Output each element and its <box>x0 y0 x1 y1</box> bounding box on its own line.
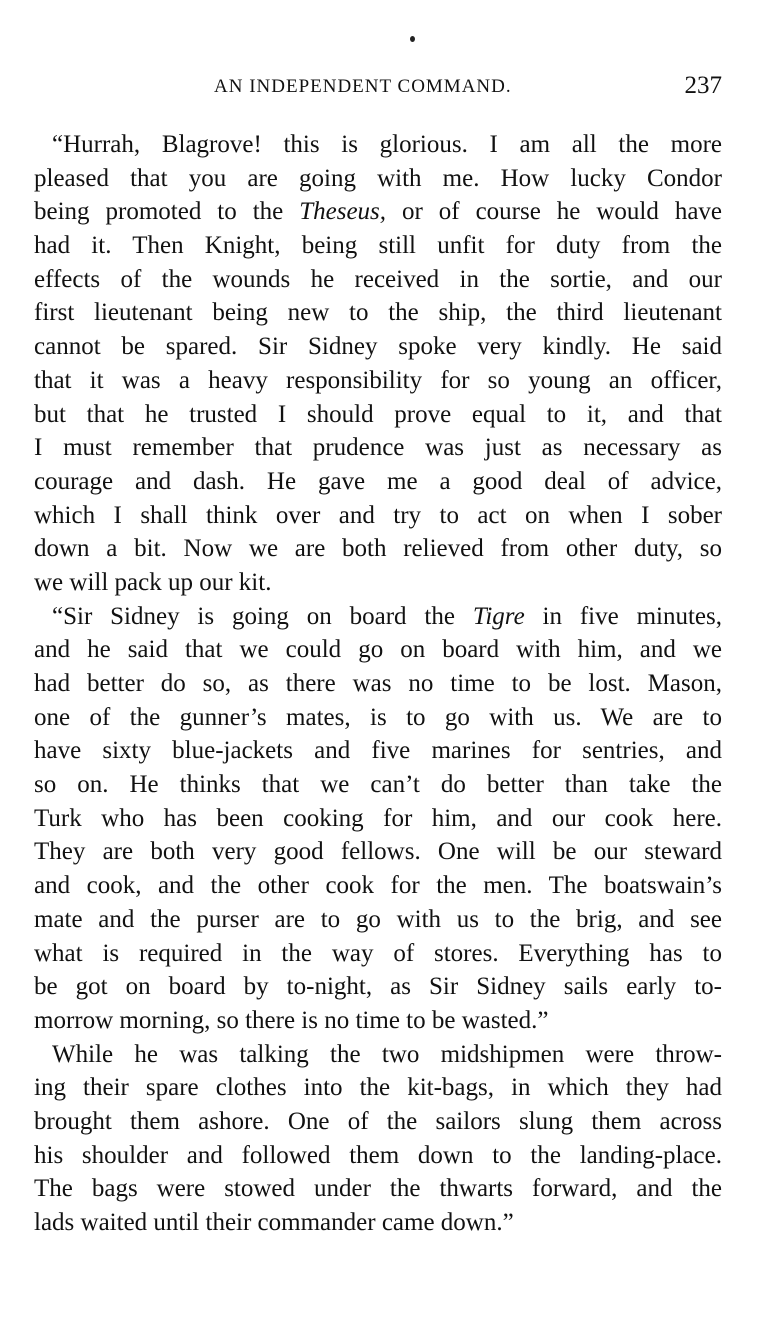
text-line: had better do so, as there was no time to be lost. Mason, <box>34 670 722 697</box>
text-line: and cook, and the other cook for the men. The boatswain’s <box>34 872 722 900</box>
text-line: “Sir Sidney is going on board the Tigre in five minutes, <box>52 602 722 630</box>
ink-speck <box>410 36 415 42</box>
text-line: what is required in the way of stores. Everything has to <box>34 939 722 967</box>
italic-name: Tigre <box>472 602 525 630</box>
text-line: be got on board by to-night, as Sir Sidney sails early to- <box>34 973 722 1001</box>
text-line: cannot be spared. Sir Sidney spoke very kindly. He said <box>34 333 722 361</box>
text-line: ing their spare clothes into the kit-bags, in which they had <box>34 1074 722 1102</box>
text-line: courage and dash. He gave me a good deal of advice, <box>34 467 722 495</box>
text-line: effects of the wounds he received in the sortie, and our <box>34 265 722 293</box>
text-line: I must remember that prudence was just as necessary as <box>34 434 722 462</box>
text-line: The bags were stowed under the thwarts forward, and the <box>34 1175 722 1203</box>
text-line: brought them ashore. One of the sailors slung them across <box>34 1107 722 1135</box>
running-head <box>34 72 722 106</box>
body-text <box>34 128 722 1240</box>
text-line: so on. He thinks that we can’t do better than take the <box>34 771 722 799</box>
text-line: lads waited until their commander came down.” <box>34 1209 514 1236</box>
text-line: one of the gunner’s mates, is to go with us. We are to <box>34 703 722 731</box>
text-line: morrow morning, so there is no time to be wasted.” <box>34 1006 549 1034</box>
text-line: mate and the purser are to go with us to the brig, and see <box>34 905 722 933</box>
text-line: his shoulder and followed them down to the landing-place. <box>34 1141 722 1169</box>
text-line: While he was talking the two midshipmen were throw- <box>52 1040 722 1068</box>
text-line: Turk who has been cooking for him, and our cook here. <box>34 804 722 832</box>
running-title: AN INDEPENDENT COMMAND. <box>214 76 512 97</box>
text-line: had it. Then Knight, being still unfit for duty from the <box>34 232 722 260</box>
text-line: which I shall think over and try to act on when I sober <box>34 501 722 529</box>
text-line: first lieutenant being new to the ship, the third lieutenant <box>34 299 722 327</box>
text-line: “Hurrah, Blagrove! this is glorious. I am all the more <box>52 131 722 158</box>
text-line: we will pack up our kit. <box>34 568 272 596</box>
text-line: but that he trusted I should prove equal to it, and that <box>34 400 722 428</box>
text-line: down a bit. Now we are both relieved from other duty, so <box>34 535 722 563</box>
text-line: have sixty blue-jackets and five marines for sentries, and <box>34 737 722 765</box>
text-line: being promoted to the Theseus, or of course he would have <box>34 198 723 226</box>
text-line: They are both very good fellows. One will be our steward <box>34 838 722 866</box>
italic-name: Theseus, <box>299 198 387 226</box>
text-line: pleased that you are going with me. How lucky Condor <box>34 164 722 192</box>
page-number: 237 <box>684 72 722 99</box>
text-line: that it was a heavy responsibility for so young an officer, <box>34 366 722 394</box>
text-line: and he said that we could go on board with him, and we <box>34 636 722 664</box>
